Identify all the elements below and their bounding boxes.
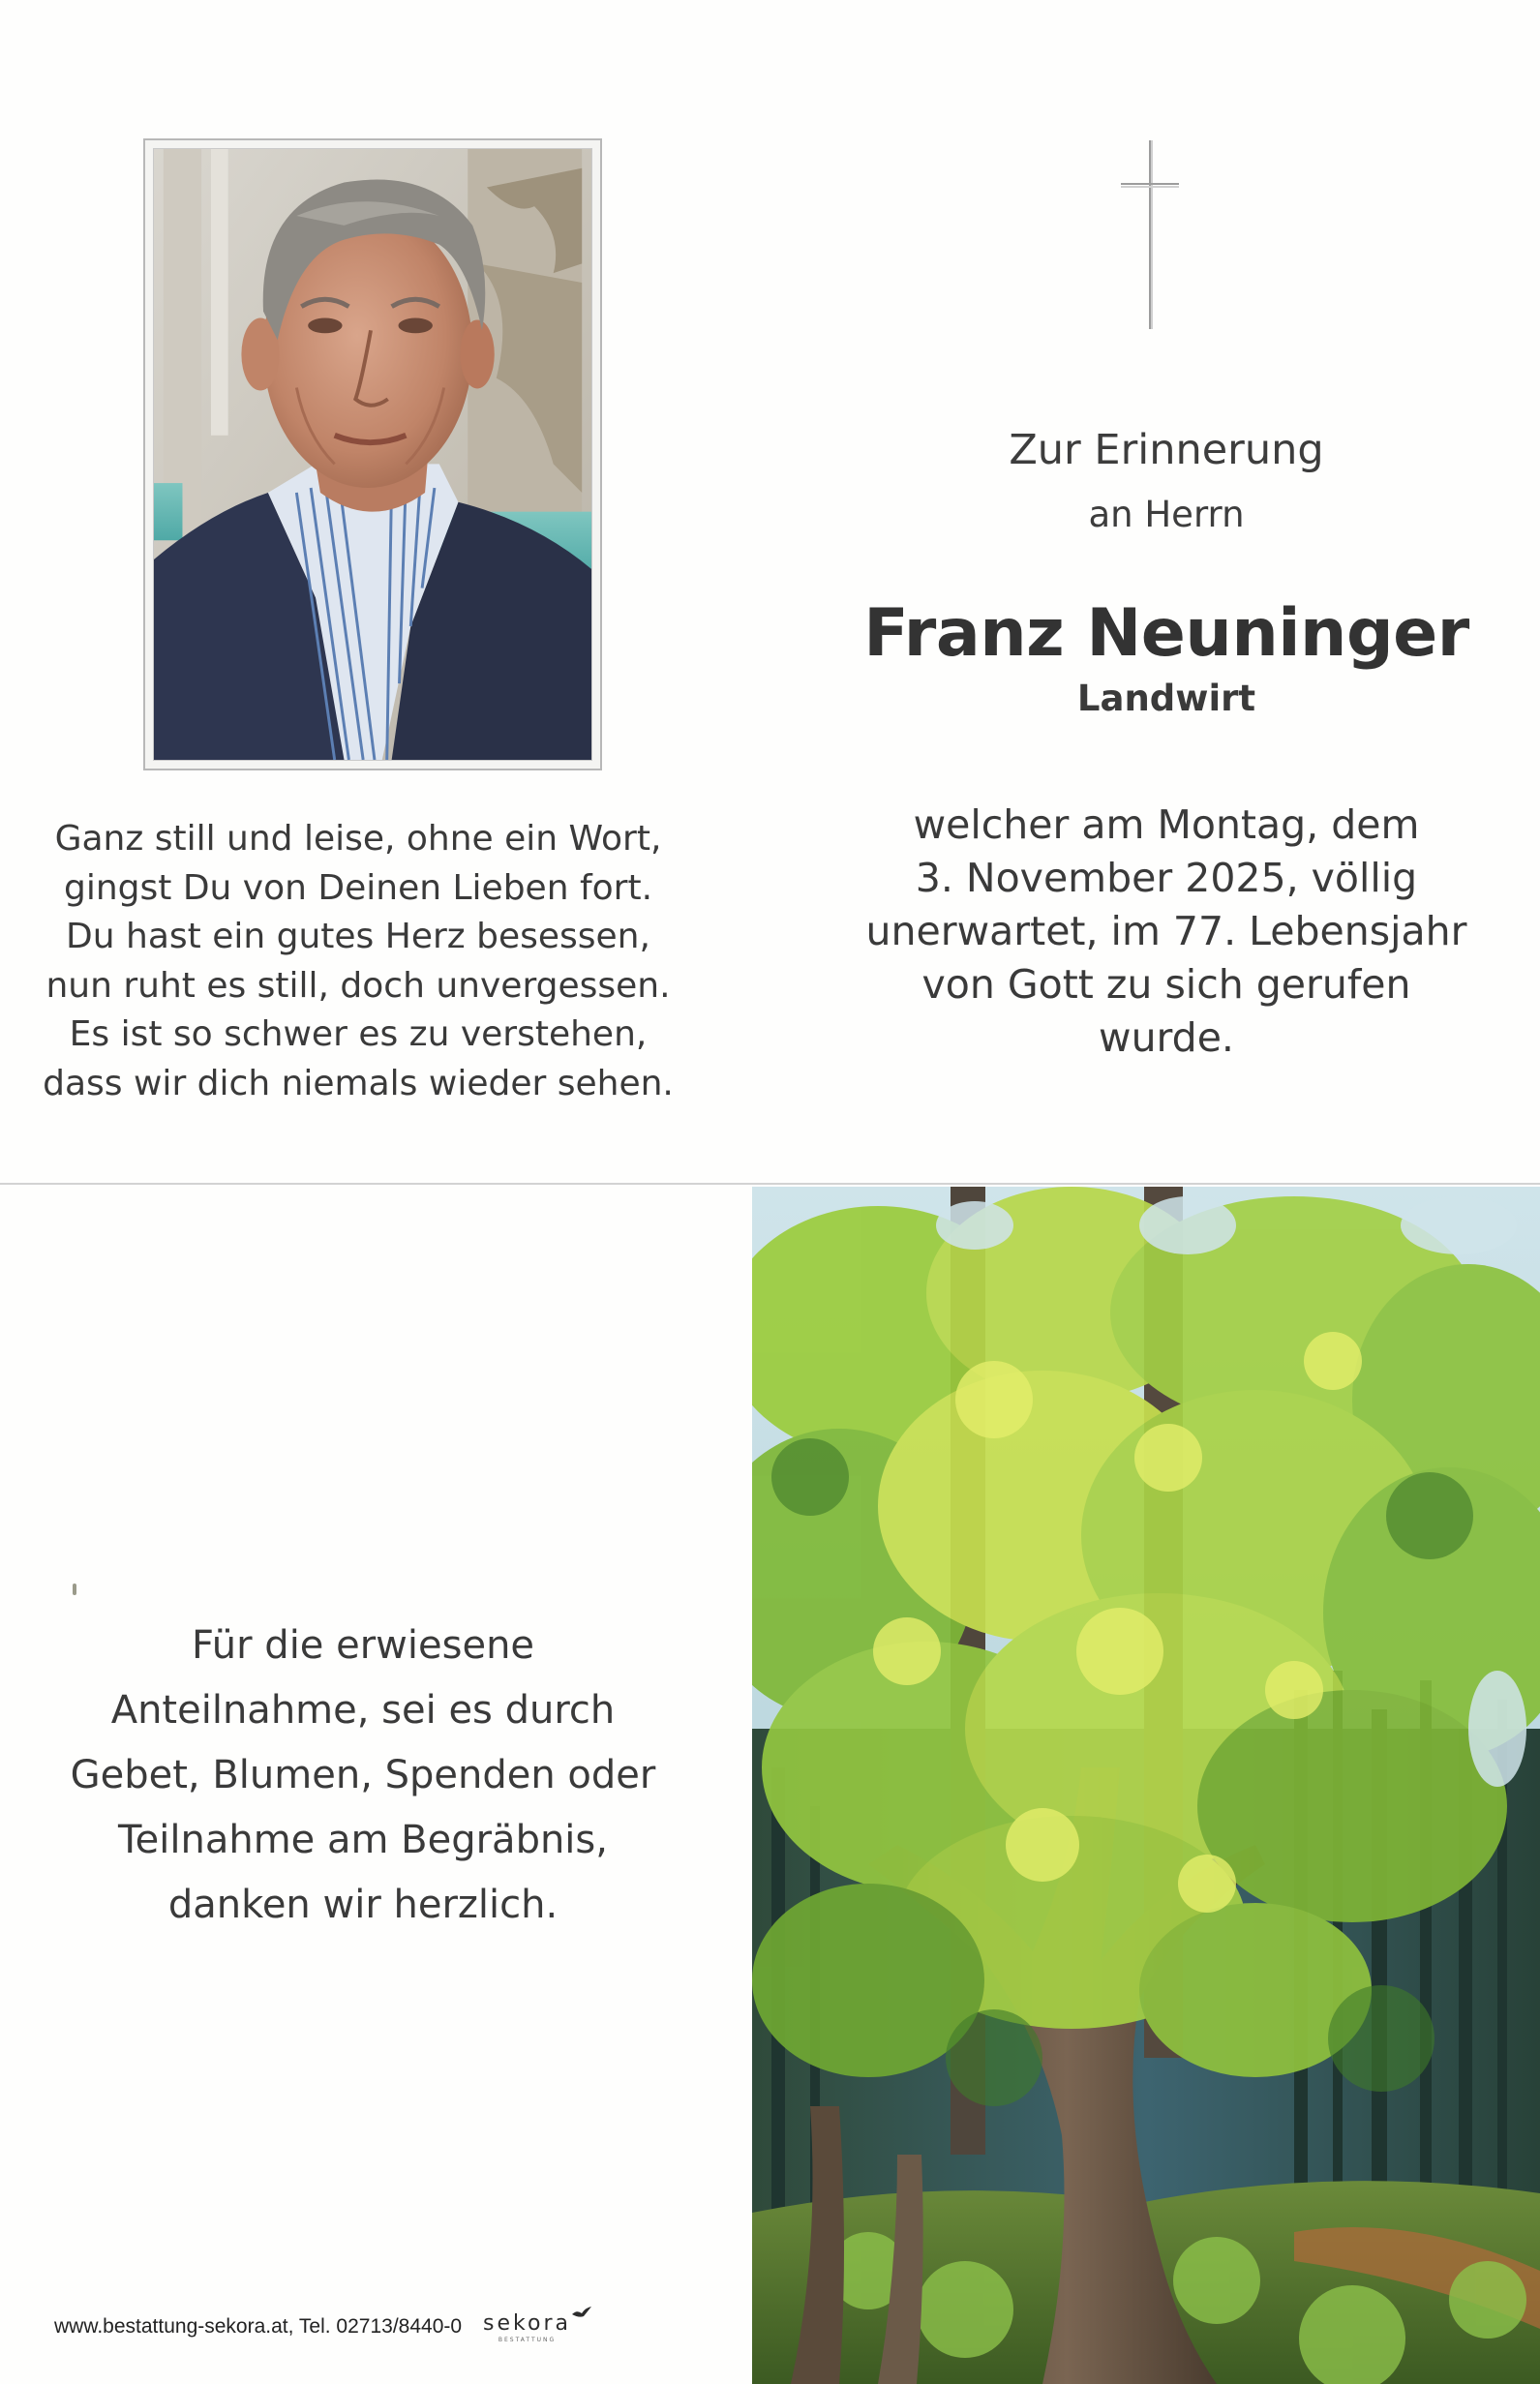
intro-line-2: an Herrn — [1088, 494, 1245, 535]
death-notice-line: von Gott zu sich gerufen — [921, 961, 1411, 1008]
logo-word: sekora — [483, 2310, 571, 2336]
thanks-line: Anteilnahme, sei es durch — [110, 1688, 616, 1733]
poem-line: nun ruht es still, doch unvergessen. — [45, 965, 671, 1006]
forest-painting — [752, 1187, 1540, 2384]
poem-line: Du hast ein gutes Herz besessen, — [66, 917, 650, 956]
footer — [54, 2309, 571, 2344]
poem — [39, 815, 678, 1108]
occupation: Landwirt — [1076, 678, 1256, 719]
thanks-line: Teilnahme am Begräbnis, — [118, 1818, 608, 1862]
portrait-photo — [153, 148, 592, 761]
poem-line: dass wir dich niemals wieder sehen. — [43, 1063, 674, 1103]
deceased-name: Franz Neuninger — [863, 595, 1469, 672]
print-speck — [73, 1584, 76, 1595]
thanks-line: Für die erwiesene — [191, 1623, 535, 1668]
death-notice-line: welcher am Montag, dem — [913, 801, 1420, 848]
intro-line-1: Zur Erinnerung — [1009, 426, 1324, 474]
death-notice-line: wurde. — [1099, 1014, 1234, 1061]
death-notice-line: 3. November 2025, völlig — [915, 855, 1418, 901]
footer-contact: www.bestattung-sekora.at, Tel. 02713/8440-0 — [54, 2315, 463, 2338]
poem-line: Es ist so schwer es zu verstehen, — [69, 1014, 648, 1054]
logo-subtext: BESTATTUNG — [498, 2336, 557, 2343]
poem-line: gingst Du von Deinen Lieben fort. — [63, 867, 653, 908]
bird-icon — [571, 2306, 592, 2319]
death-notice — [852, 799, 1481, 1065]
thanks-text — [44, 1614, 682, 1938]
thanks-line: Gebet, Blumen, Spenden oder — [70, 1753, 656, 1797]
thanks-line: danken wir herzlich. — [167, 1883, 559, 1927]
sekora-logo — [483, 2311, 571, 2343]
fold-divider — [0, 1183, 1540, 1185]
death-notice-line: unerwartet, im 77. Lebensjahr — [865, 908, 1467, 954]
cross-icon — [1121, 140, 1179, 329]
poem-line: Ganz still und leise, ohne ein Wort, — [54, 819, 662, 859]
portrait-frame — [143, 138, 602, 770]
